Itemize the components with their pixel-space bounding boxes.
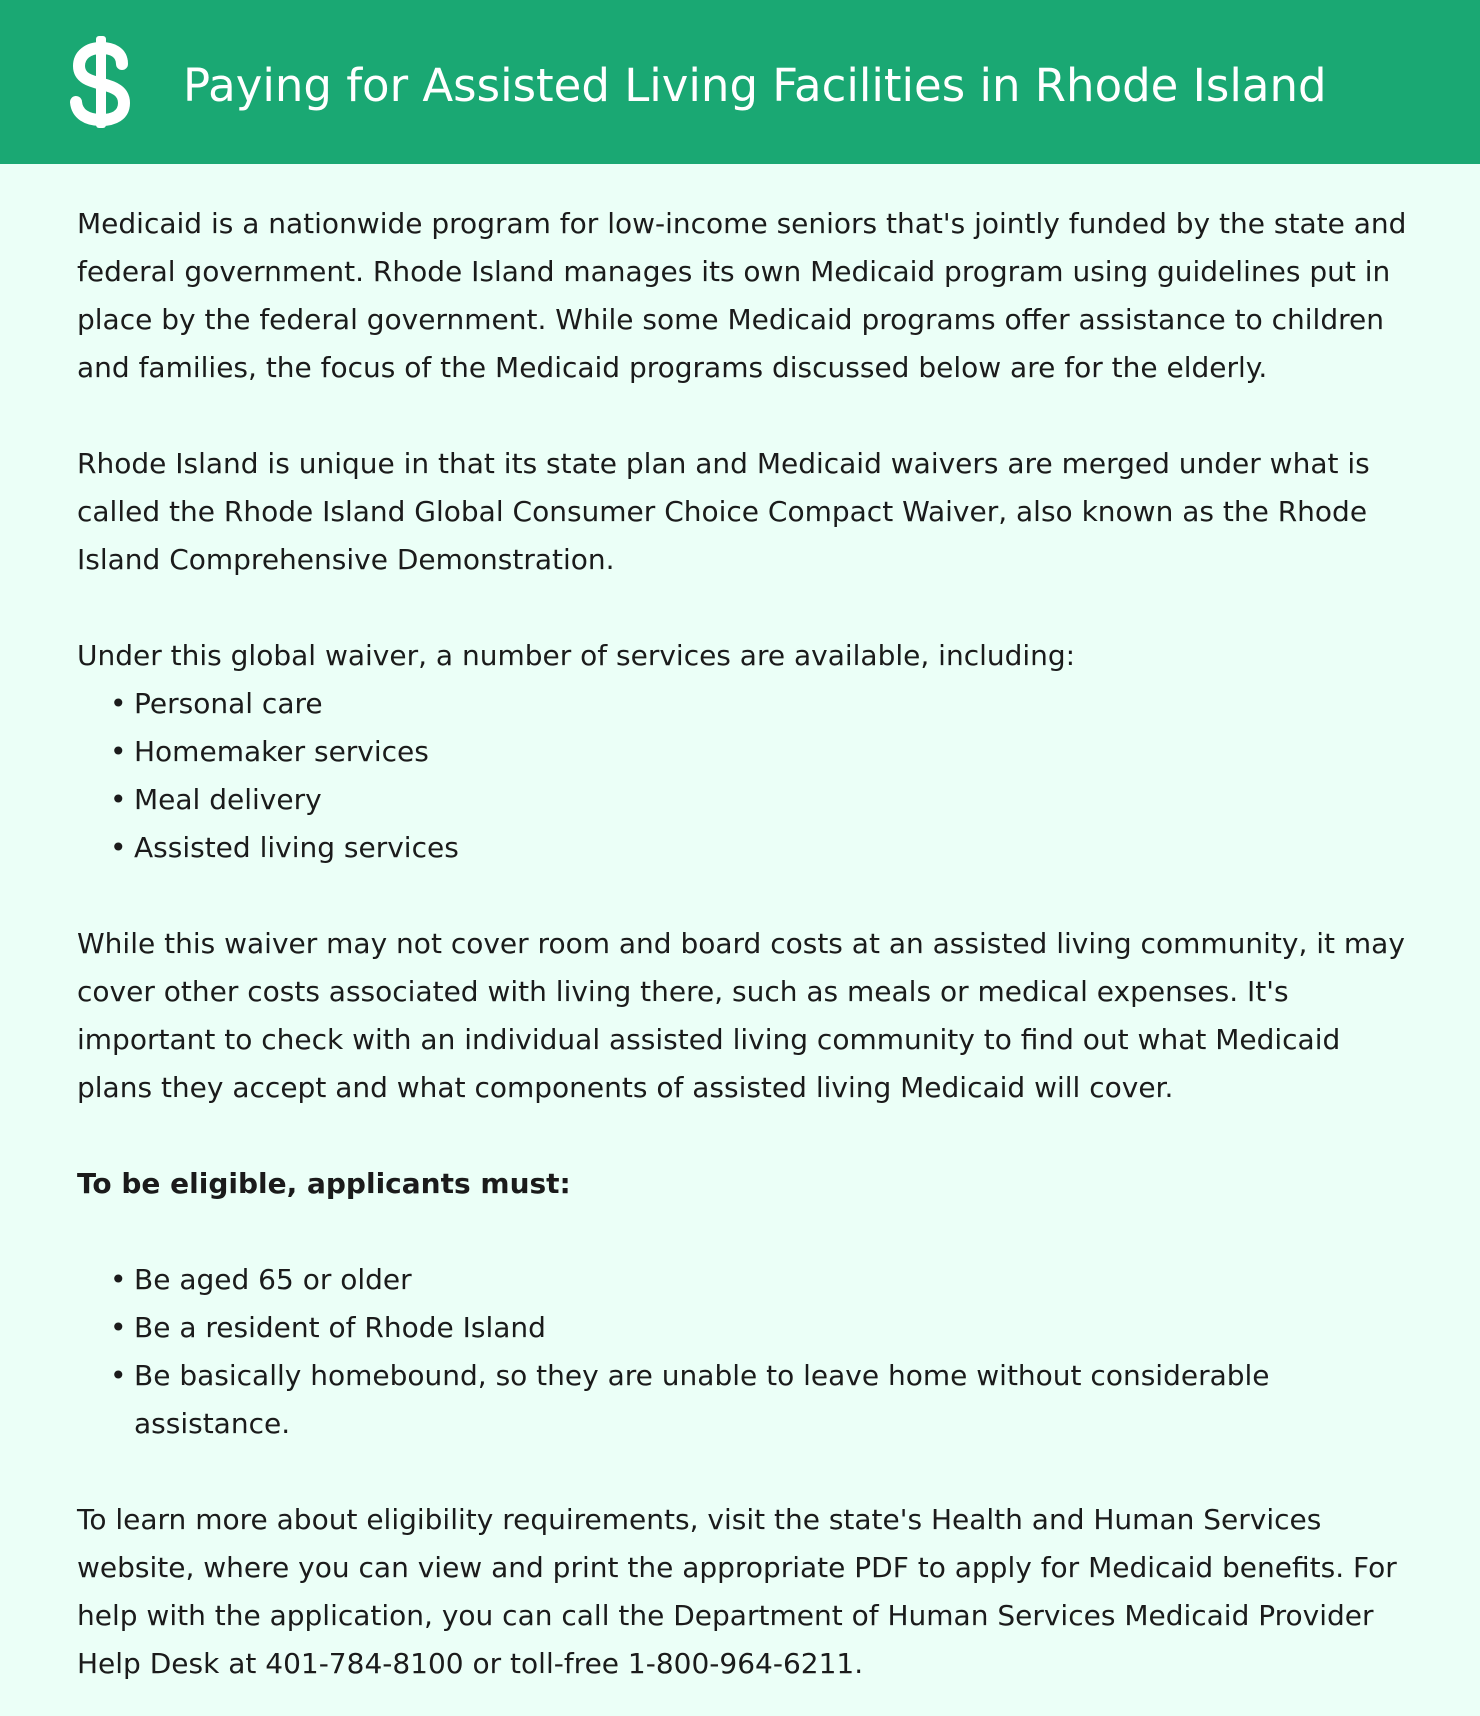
list-item: • Be aged 65 or older (110, 1256, 1420, 1304)
list-item: • Be a resident of Rhode Island (110, 1304, 1420, 1352)
page-title: Paying for Assisted Living Facilities in Rhode Island (183, 59, 1327, 112)
list-item: • Personal care (110, 680, 1420, 728)
list-item: • Be basically homebound, so they are unable to leave home without considerable assistance. (110, 1352, 1420, 1448)
coverage-paragraph: While this waiver may not cover room and board costs at an assisted living community, it may cover other costs associated with living there, such as meals or medical expenses. It's important to check with an individual assisted living community to find out what Medicaid plans they accept and what components of assisted living Medicaid will cover. (77, 927, 1405, 1104)
list-item: • Homemaker services (110, 728, 1420, 776)
services-intro: Under this global waiver, a number of services are available, including: (77, 639, 1076, 672)
eligibility-list (77, 1256, 1420, 1448)
intro-paragraph: Medicaid is a nationwide program for low-income seniors that's jointly funded by the state and federal government. Rhode Island manages its own Medicaid program using guidelines put in place by the federal government. While some Medicaid programs offer assistance to children and families, the focus of the Medicaid programs discussed below are for the elderly. (77, 207, 1407, 384)
eligibility-heading: To be eligible, applicants must: (77, 1167, 571, 1200)
list-item: • Meal delivery (110, 776, 1420, 824)
article-body (0, 164, 1480, 1688)
waiver-paragraph: Rhode Island is unique in that its state plan and Medicaid waivers are merged under what is called the Rhode Island Global Consumer Choice Compact Waiver, also known as the Rhode Island Comprehensive Demonstration. (77, 447, 1370, 576)
dollar-icon (66, 34, 136, 130)
contact-paragraph: To learn more about eligibility requirements, visit the state's Health and Human Services website, where you can view and print the appropriate PDF to apply for Medicaid benefits. For help with the application, you can call the Department of Human Services Medicaid Provider Help Desk at 401-784-8100 or toll-free 1-800-964-6211. (77, 1503, 1397, 1680)
list-item: • Assisted living services (110, 824, 1420, 872)
services-list (77, 680, 1420, 872)
header-banner (0, 0, 1480, 164)
